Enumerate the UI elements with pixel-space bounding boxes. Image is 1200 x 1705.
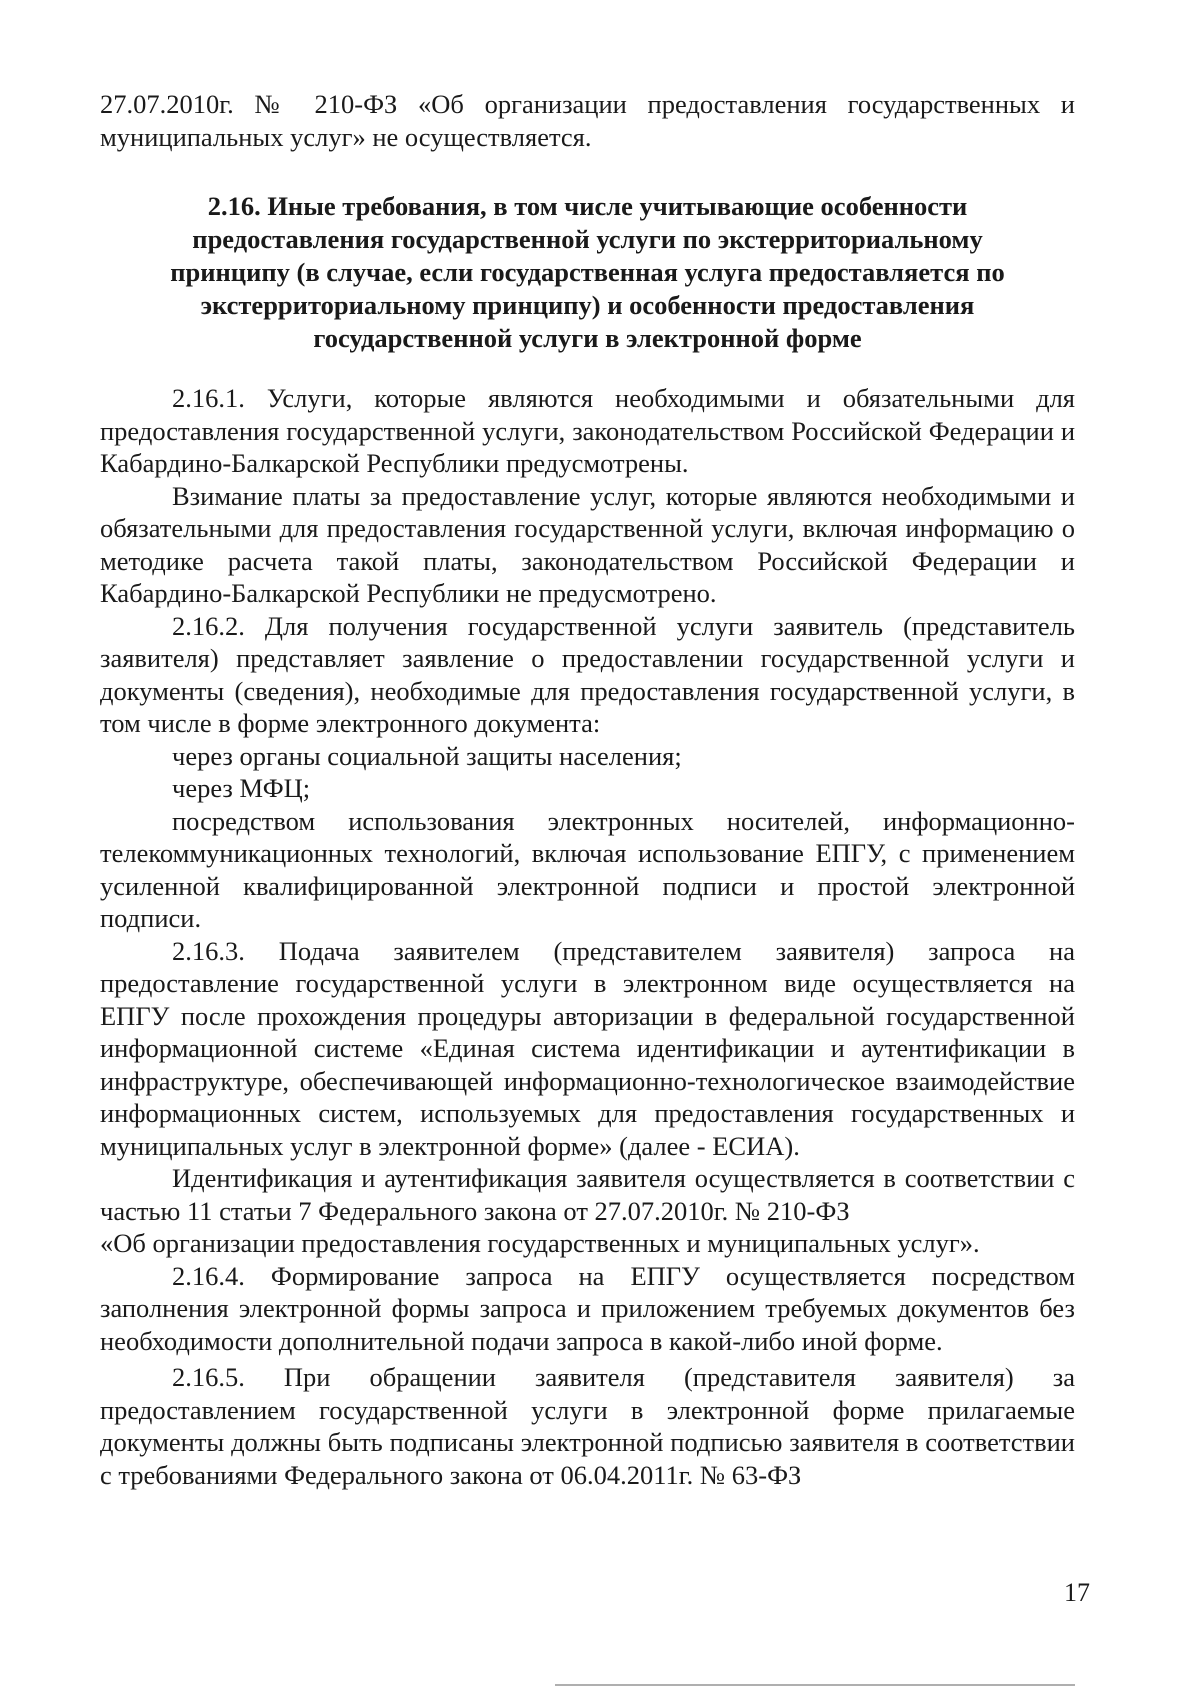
heading-line: предоставления государственной услуги по экстерриториальному	[192, 224, 983, 254]
paragraph-fee: Взимание платы за предоставление услуг, которые являются необходимыми и обязательными для предоставления государственной услуги, включая информацию о методике расчета такой платы, законодательством Российской Федерации и Кабардино-Балкарской Республики не предусмотрено.	[100, 480, 1075, 608]
list-item-social-protection: через органы социальной защиты населения;	[172, 740, 682, 771]
heading-line: экстерриториальному принципу) и особенности предоставления	[200, 290, 975, 320]
page-number: 17	[1064, 1578, 1090, 1607]
heading-line: 2.16. Иные требования, в том числе учитывающие особенности	[207, 191, 968, 221]
scan-edge-line	[555, 1684, 1075, 1686]
list-item-electronic: посредством использования электронных носителей, информационно-телекоммуникационных технологий, включая использование ЕПГУ, с применением усиленной квалифицированной электронной подписи и простой электронной подписи.	[100, 805, 1075, 933]
paragraph-law-title: «Об организации предоставления государственных и муниципальных услуг».	[100, 1228, 980, 1258]
paragraph-2-16-1: 2.16.1. Услуги, которые являются необходимыми и обязательными для предоставления государственной услуги, законодательством Российской Федерации и Кабардино-Балкарской Республики предусмотрены.	[100, 383, 1075, 478]
heading-line: принципу (в случае, если государственная услуга предоставляется по	[170, 257, 1005, 287]
list-item-mfc: через МФЦ;	[172, 773, 311, 803]
paragraph-2-16-4: 2.16.4. Формирование запроса на ЕПГУ осуществляется посредством заполнения электронной формы запроса и приложением требуемых документов без необходимости дополнительной подачи запроса в какой-либо иной форме.	[100, 1260, 1075, 1356]
top-paragraph: 27.07.2010г. № 210-ФЗ «Об организации предоставления государственных и муниципальных услуг» не осуществляется.	[100, 89, 1075, 152]
paragraph-2-16-3: 2.16.3. Подача заявителем (представителем заявителя) запроса на предоставление государственной услуги в электронном виде осуществляется на ЕПГУ после прохождения процедуры авторизации в федеральной государственной информационной системе «Единая система идентификации и аутентификации в инфраструктуре, обеспечивающей информационно-технологическое взаимодействие информационных систем, используемых для предоставления государственных и муниципальных услуг в электронной форме» (далее - ЕСИА).	[100, 935, 1075, 1161]
section-heading	[100, 190, 1075, 355]
paragraph-identification: Идентификация и аутентификация заявителя осуществляется в соответствии с частью 11 статьи 7 Федерального закона от 27.07.2010г. № 210-ФЗ	[100, 1163, 1075, 1226]
heading-line: государственной услуги в электронной форме	[313, 323, 862, 353]
top-paragraph-block	[100, 88, 1075, 153]
paragraph-2-16-5: 2.16.5. При обращении заявителя (представителя заявителя) за предоставлением государственной услуги в электронной форме прилагаемые документы должны быть подписаны электронной подписью заявителя в соответствии с требованиями Федерального закона от 06.04.2011г. № 63-ФЗ	[100, 1362, 1075, 1490]
main-text	[100, 382, 1075, 1491]
paragraph-2-16-2: 2.16.2. Для получения государственной услуги заявитель (представитель заявителя) представляет заявление о предоставлении государственной услуги и документы (сведения), необходимые для предоставления государственной услуги, в том числе в форме электронного документа:	[100, 610, 1075, 738]
